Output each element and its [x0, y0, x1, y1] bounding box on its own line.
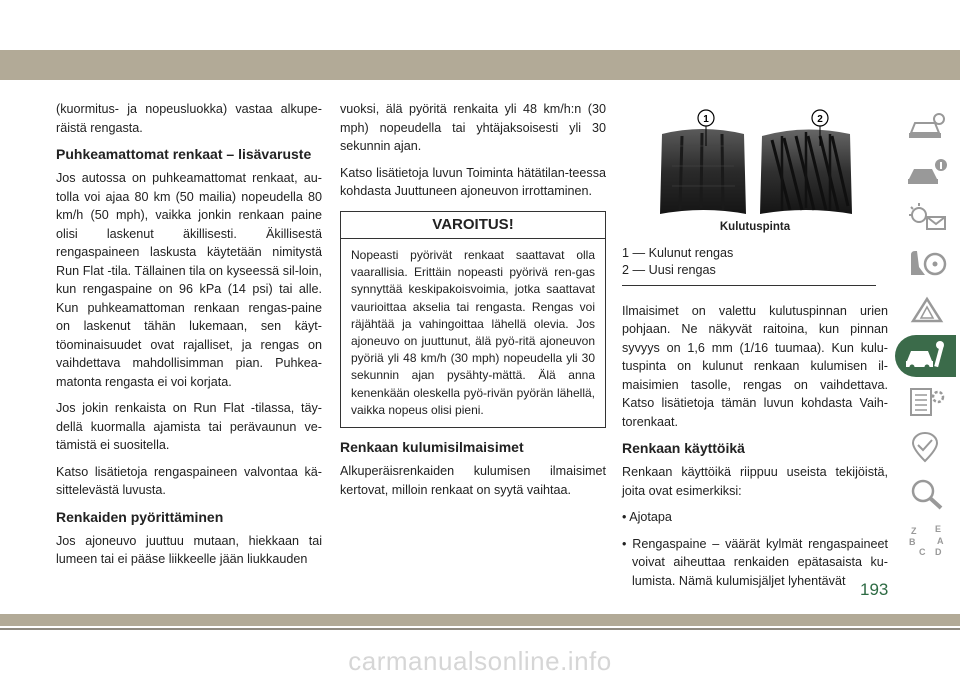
- index-icon: [905, 523, 949, 557]
- car-service-icon: [904, 339, 948, 373]
- bottom-band: [0, 614, 960, 626]
- top-band: [0, 50, 960, 80]
- car-dashboard-icon: [905, 109, 949, 143]
- page-number: 193: [860, 580, 889, 599]
- warning-box: [340, 211, 606, 429]
- paragraph-run-flat-3: Katso lisätietoja rengaspaineen valvontaa kä-sittelevästä luvusta.: [56, 464, 322, 497]
- paragraph-tire-life: Renkaan käyttöikä riippuu useista tekijöistä, joita ovat esimerkiksi:: [622, 465, 888, 498]
- tab-service-list[interactable]: [898, 381, 956, 423]
- paragraph-spin-cont: vuoksi, älä pyöritä renkaita yli 48 km/h:n (30 mph) nopeudella tai yhtäjaksoisesti yli 30 sekunnin ajan.: [340, 102, 606, 153]
- paragraph-indicators: Ilmaisimet on valettu kulutuspinnan urien pohjaan. Ne näkyvät raitoina, kun pinnan syvyys on 1,6 mm (1/16 tuumaa). Kun kulu-tuspinta on kulunut renkaan kulumisen il-maisimien tasolle, rengas on vaihdettava. Katso lisätietoja tämän luvun kohdasta Vaih-torenkaat.: [622, 303, 888, 429]
- chapter-sidebar: [895, 105, 960, 565]
- warning-lights-icon: [905, 201, 949, 235]
- tab-hazard[interactable]: [898, 289, 956, 331]
- index-letter: E: [935, 524, 942, 534]
- tab-car-service[interactable]: [895, 335, 956, 377]
- paragraph-run-flat-2: Jos jokin renkaista on Run Flat -tilassa, täy-dellä kuormalla ajamista tai perävaunun ve-tämistä ei suositella.: [56, 401, 322, 452]
- car-info-icon: [905, 155, 949, 189]
- heading-run-flat: Puhkeamattomat renkaat – lisävaruste: [56, 146, 312, 162]
- column-3: [622, 100, 888, 598]
- tab-car-info[interactable]: [898, 151, 956, 193]
- warning-text: Nopeasti pyörivät renkaat saattavat olla vaarallisia. Erittäin nopeasti pyörivä ren-gas synnyttää keskipakoisvoimia, jotka saattavat vaurioittaa akselia tai rengasta. Rengas voi räjähtää ja vahingoittaa lähellä olevia. Jos ajoneuvo on juuttunut, älä pyö-ritä ajoneuvon pyöriä yli 48 km/h (30 mph) nopeudella yli 30 sekunnin ajan pysähty-mättä. Älä anna kenenkään oleskella pyö-rivän pyörän lähellä, vaikka nopeus olisi pieni.: [351, 248, 595, 417]
- heading-tire-spin: Renkaiden pyörittäminen: [56, 508, 224, 525]
- bottom-line: [0, 628, 960, 630]
- location-icon: [905, 431, 949, 465]
- column-1: [56, 100, 322, 577]
- new-tire-image: [760, 129, 852, 214]
- tab-warning-lights[interactable]: [898, 197, 956, 239]
- service-list-icon: [905, 385, 949, 419]
- index-letter: A: [937, 536, 944, 546]
- worn-tire-image: [660, 129, 746, 214]
- warning-title: VAROITUS!: [341, 212, 605, 240]
- tires-illustration: [622, 106, 876, 216]
- watermark: carmanualsonline.info: [348, 646, 612, 676]
- heading-wear-indicators: Renkaan kulumisilmaisimet: [340, 439, 524, 456]
- index-letter: D: [935, 547, 942, 557]
- tab-dashboard[interactable]: [898, 105, 956, 147]
- intro-text: (kuormitus- ja nopeusluokka) vastaa alkupe-räistä rengasta.: [56, 102, 322, 135]
- tread-figure: [622, 106, 876, 216]
- legend-item-1: 1 — Kulunut rengas: [622, 245, 734, 260]
- bullet-pressure: • Rengaspaine – väärät kylmät rengaspaineet voivat aiheuttaa renkaiden epätasaista ku-lumista. Nämä kulumisjäljet lyhentävät: [622, 536, 888, 588]
- paragraph-tire-spin: Jos ajoneuvo juuttuu mutaan, hiekkaan tai lumeen tai ei pääse liikkeelle jään liukkauden: [56, 533, 322, 566]
- index-letter: B: [909, 537, 916, 547]
- figure-legend: [622, 245, 876, 286]
- hazard-icon: [905, 293, 949, 327]
- paragraph-run-flat-1: Jos autossa on puhkeamattomat renkaat, au-tolla voi ajaa 80 km (50 mailia) nopeudella 80 km/h (50 mph), vaikka jonkin renkaan paine olisi laskenut äkillisesti. Äkillisestä rengaspaineen laskusta käytetään nimitystä Run Flat -tila. Tällainen tila on kyseessä sil-loin, kun rengaspaine on 96 kPa (14 psi) tai alle. Kun puhkeamattoman renkaan rengas-paine on laskenut tähän lukemaan, sen käyt-töominaisuudet ovat rajalliset, ja rengas on vaihdettava mahdollisimman pian. Puhkea-matonta rengasta ei voi korjata.: [56, 171, 322, 389]
- seat-steering-icon: [905, 247, 949, 281]
- figure-caption: Kulutuspinta: [719, 221, 791, 233]
- heading-tire-life: Renkaan käyttöikä: [622, 440, 745, 456]
- index-letter: C: [919, 547, 926, 557]
- tab-index[interactable]: [898, 519, 956, 561]
- callout-2-label: 2: [817, 114, 823, 125]
- column-2: [340, 100, 606, 507]
- search-icon: [905, 477, 949, 511]
- tab-search[interactable]: [898, 473, 956, 515]
- index-letter: Z: [911, 526, 917, 536]
- callout-1-label: 1: [703, 114, 709, 125]
- tab-seat-steering[interactable]: [898, 243, 956, 285]
- paragraph-stuck-ref: Katso lisätietoja luvun Toiminta hätätilan-teessa kohdasta Juuttuneen ajoneuvon irrottaminen.: [340, 165, 606, 198]
- tab-location[interactable]: [898, 427, 956, 469]
- paragraph-wear-indicators: Alkuperäisrenkaiden kulumisen ilmaisimet kertovat, milloin renkaat on syytä vaihtaa.: [340, 464, 606, 497]
- legend-item-2: 2 — Uusi rengas: [622, 262, 716, 277]
- bullet-driving: • Ajotapa: [622, 510, 672, 524]
